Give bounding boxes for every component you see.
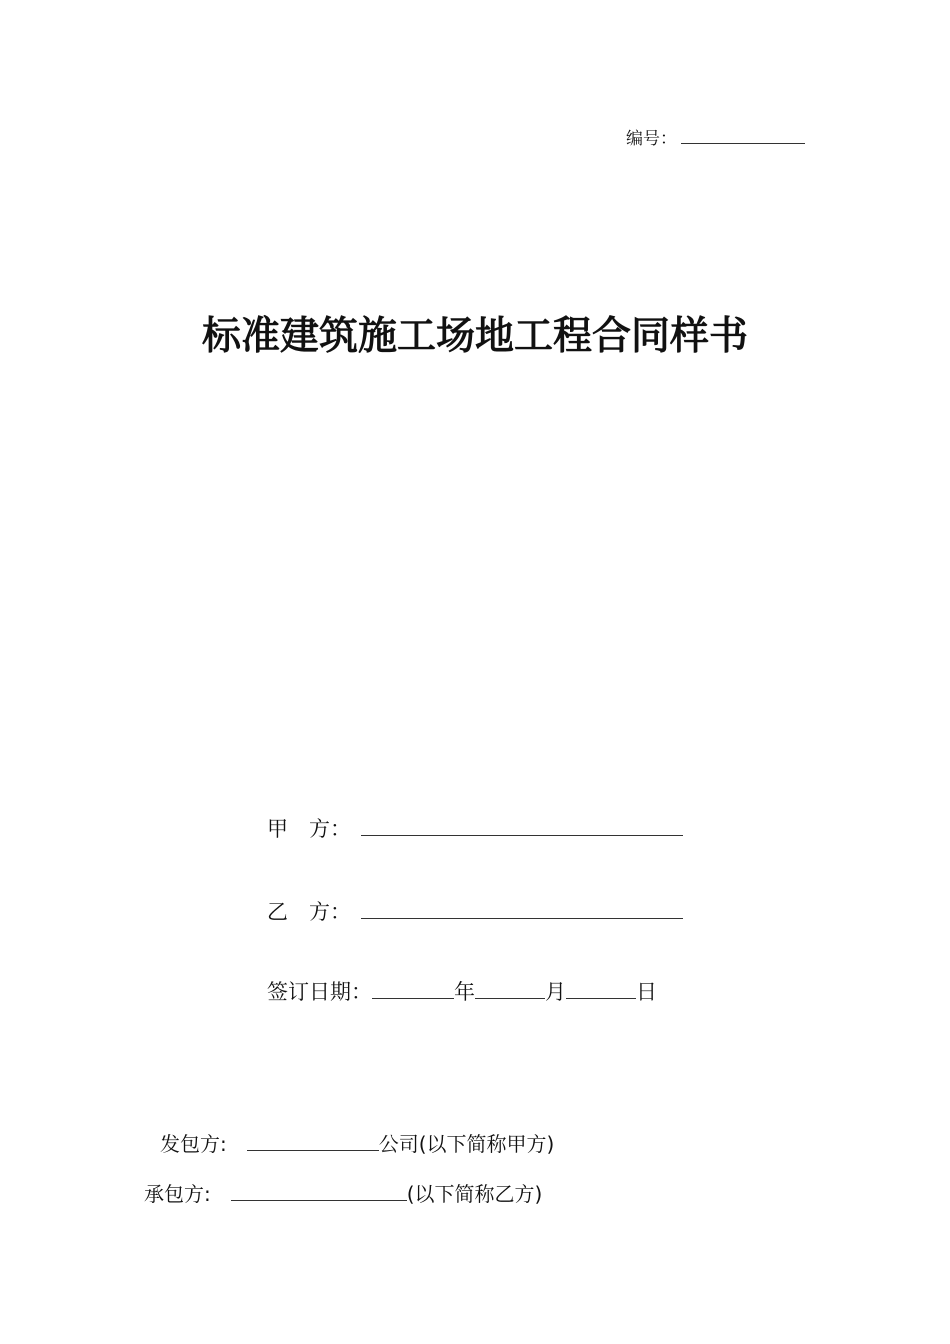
month-blank[interactable]	[475, 978, 545, 999]
day-blank[interactable]	[566, 978, 636, 999]
party-a-label: 甲 方：	[267, 817, 351, 841]
year-blank[interactable]	[372, 978, 454, 999]
document-title: 标准建筑施工场地工程合同样书	[201, 313, 748, 359]
signing-date-label: 签订日期：	[267, 980, 372, 1004]
party-b-row	[267, 896, 683, 926]
contractor-suffix: (以下简称乙方)	[406, 1182, 543, 1206]
day-label: 日	[636, 980, 657, 1004]
party-b-label: 乙 方：	[267, 900, 351, 924]
serial-number-label: 编号：	[626, 129, 677, 149]
party-b-blank[interactable]	[361, 898, 683, 919]
employer-suffix: 公司(以下简称甲方)	[378, 1132, 555, 1156]
serial-number-field	[626, 124, 805, 149]
signing-date-row	[267, 976, 657, 1006]
year-label: 年	[454, 980, 475, 1004]
party-a-blank[interactable]	[361, 815, 683, 836]
employer-row	[160, 1128, 554, 1157]
serial-number-blank[interactable]	[681, 125, 805, 144]
contractor-blank[interactable]	[231, 1182, 407, 1201]
contractor-row	[144, 1178, 542, 1207]
party-a-row	[267, 813, 683, 843]
employer-blank[interactable]	[247, 1132, 379, 1151]
month-label: 月	[545, 980, 566, 1004]
contractor-label: 承包方:	[144, 1182, 211, 1206]
employer-label: 发包方:	[160, 1132, 227, 1156]
